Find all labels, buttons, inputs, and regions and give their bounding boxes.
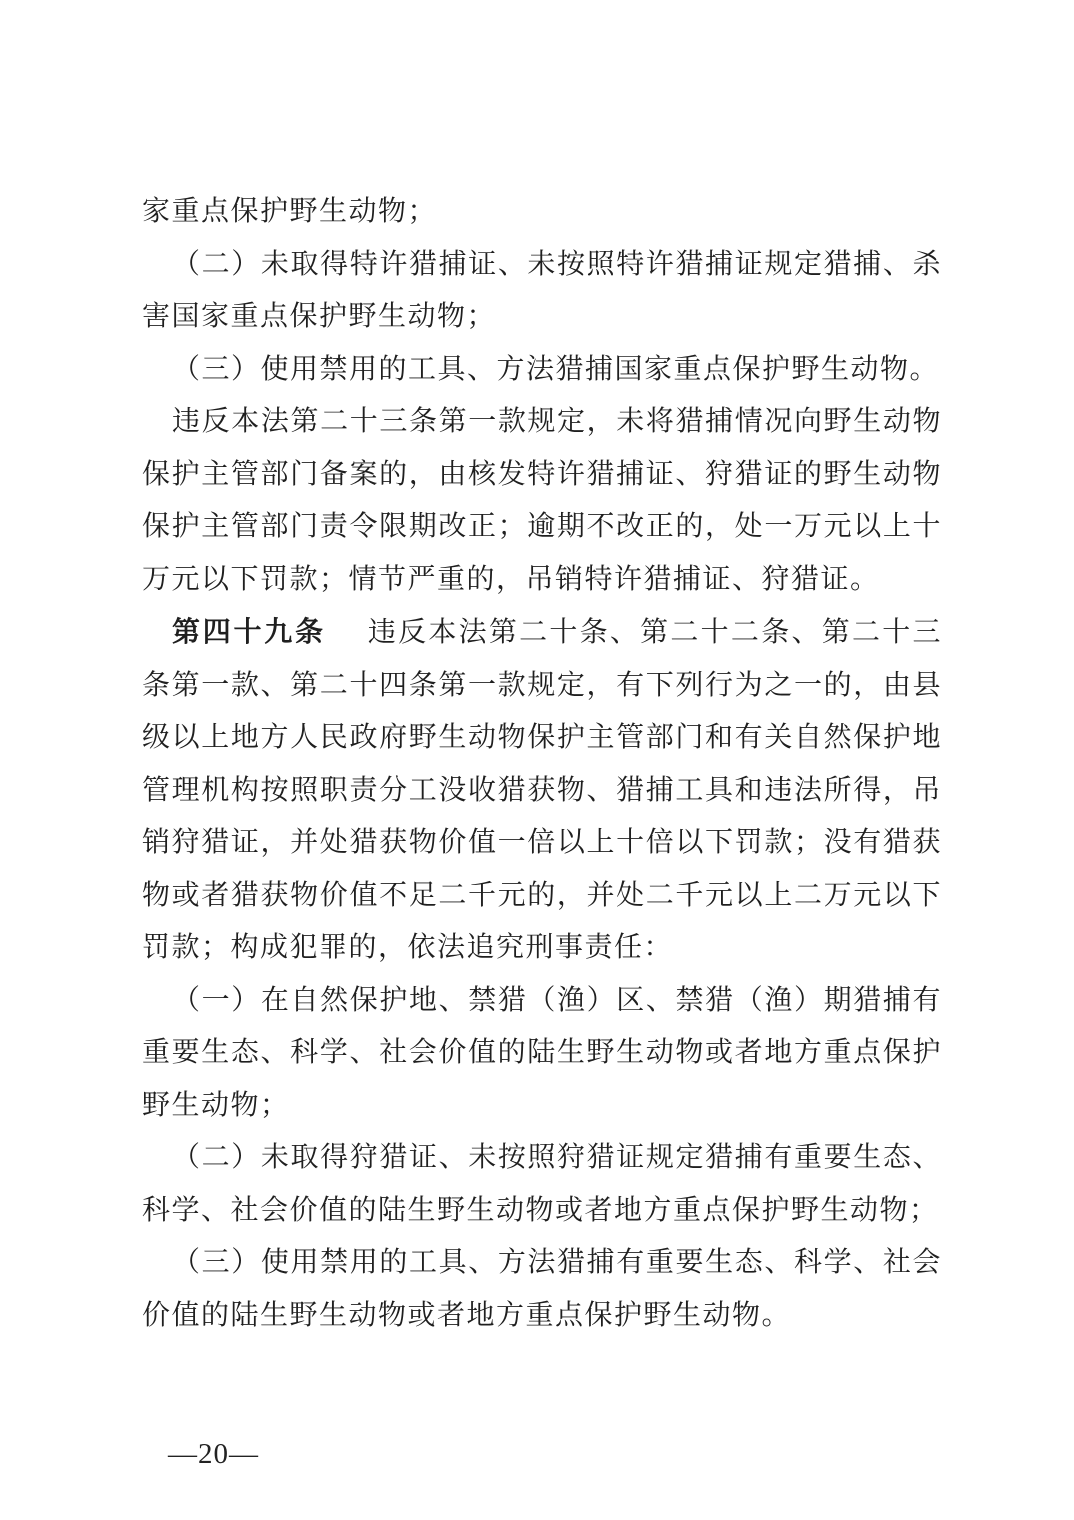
- paragraph-text: 违反本法第二十条、第二十二条、第二十三条第一款、第二十四条第一款规定，有下列行为之一的，由县级以上地方人民政府野生动物保护主管部门和有关自然保护地管理机构按照职责分工没收猎获物、猎捕工具和违法所得，吊销狩猎证，并处猎获物价值一倍以上十倍以下罚款；没有猎获物或者猎获物价值不足二千元的，并处二千元以上二万元以下罚款；构成犯罪的，依法追究刑事责任：: [142, 617, 942, 963]
- paragraph-text: 家重点保护野生动物；: [142, 196, 438, 227]
- clause-item-3-national: [142, 344, 942, 397]
- paragraph-text: （三）使用禁用的工具、方法猎捕国家重点保护野生动物。: [172, 353, 940, 385]
- page-number: —20—: [168, 1438, 259, 1470]
- paragraph-text: （一）在自然保护地、禁猎（渔）区、禁猎（渔）期猎捕有重要生态、科学、社会价值的陆生野生动物或者地方重点保护野生动物；: [142, 984, 942, 1121]
- article-number-label: 第四十九条: [172, 616, 326, 647]
- clause-item-2-national: [142, 239, 942, 344]
- paragraph-continuation: [142, 186, 942, 239]
- clause-item-3-local: [142, 1237, 942, 1342]
- paragraph-article-48-clause-2: [142, 396, 942, 606]
- clause-item-1-local: [142, 975, 942, 1133]
- paragraph-text: （二）未取得狩猎证、未按照狩猎证规定猎捕有重要生态、科学、社会价值的陆生野生动物或者地方重点保护野生动物；: [142, 1142, 942, 1226]
- paragraph-text: （三）使用禁用的工具、方法猎捕有重要生态、科学、社会价值的陆生野生动物或者地方重点保护野生动物。: [142, 1247, 942, 1331]
- paragraph-text: （二）未取得特许猎捕证、未按照特许猎捕证规定猎捕、杀害国家重点保护野生动物；: [142, 248, 942, 332]
- document-body: [142, 186, 942, 1342]
- paragraph-text: 违反本法第二十三条第一款规定，未将猎捕情况向野生动物保护主管部门备案的，由核发特许猎捕证、狩猎证的野生动物保护主管部门责令限期改正；逾期不改正的，处一万元以上十万元以下罚款；情节严重的，吊销特许猎捕证、狩猎证。: [142, 406, 942, 595]
- paragraph-article-49: [142, 606, 942, 975]
- clause-item-2-local: [142, 1132, 942, 1237]
